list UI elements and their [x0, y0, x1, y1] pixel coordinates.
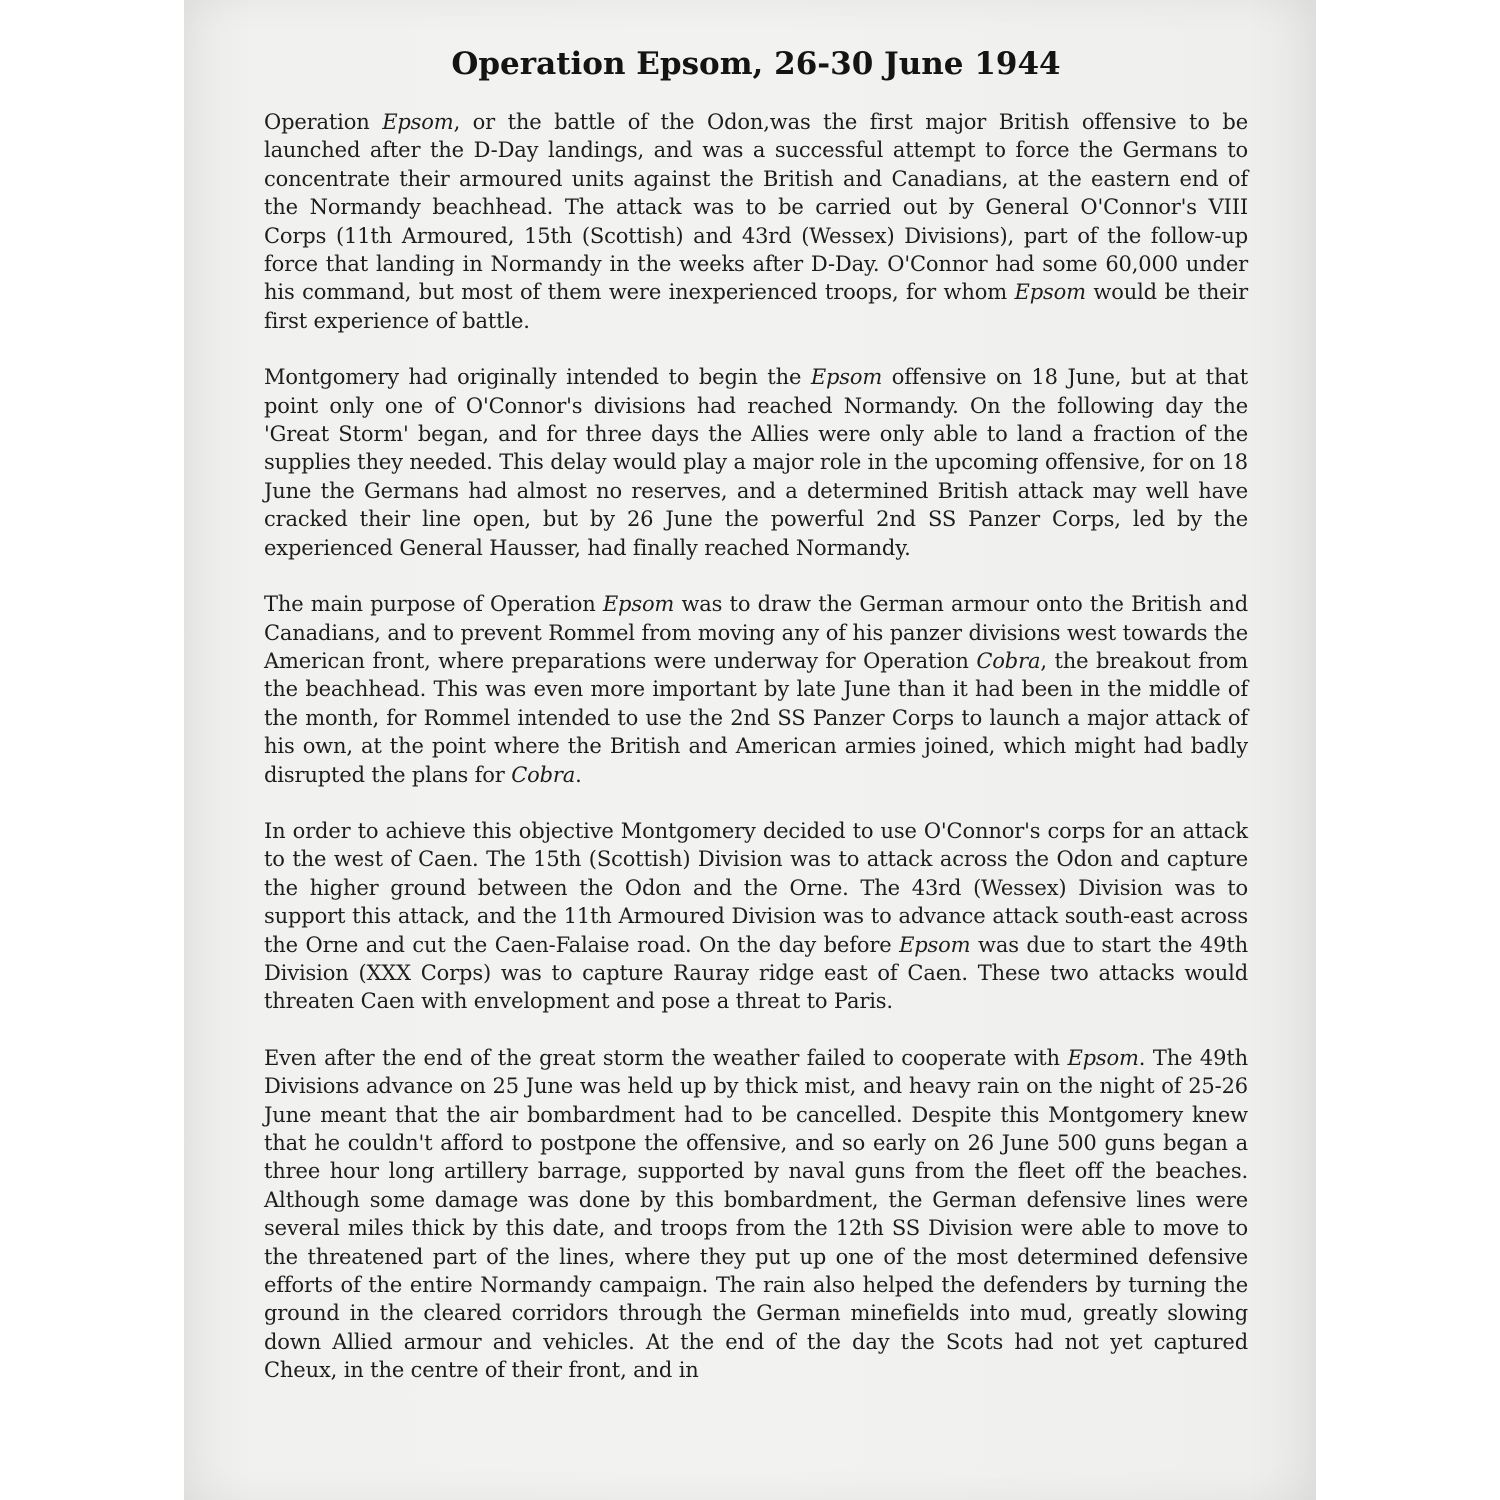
italic-run: Cobra — [976, 648, 1041, 673]
text-run: In order to achieve this objective Montgomery decided to use O'Connor's corps for an attack to the west of Caen. The 15th (Scottish) Division was to attack across the Odon and capture the higher ground between the Odon and the Orne. The 43rd (Wessex) Division was to support this attack, and the 11th Armoured Division was to advance attack south-east across the Orne and cut the Caen-Falaise road. On the day before — [264, 818, 1248, 957]
italic-run: Epsom — [382, 110, 454, 134]
paragraph-4 — [264, 817, 1248, 1016]
page-title: Operation Epsom, 26-30 June 1944 — [451, 46, 1061, 82]
text-run: Even after the end of the great storm the weather failed to cooperate with — [264, 1045, 1068, 1070]
paragraph-1 — [264, 108, 1248, 335]
text-run: was to draw the German armour onto the British and Canadians, and to prevent Rommel from moving any of his panzer divisions west towards the American front, where preparations were underway for Operation — [264, 592, 1248, 673]
printed-page — [184, 0, 1316, 1500]
text-run: The main purpose of Operation — [264, 592, 603, 617]
paragraph-2 — [264, 363, 1248, 562]
text-run: offensive on 18 June, but at that point only one of O'Connor's divisions had reached Normandy. On the following day the 'Great Storm' began, and for three days the Allies were only able to land a fraction of the supplies they needed. This delay would play a major role in the upcoming offensive, for on 18 June the Germans had almost no reserves, and a determined British attack may well have cracked their line open, but by 26 June the powerful 2nd SS Panzer Corps, led by the experienced General Hausser, had finally reached Normandy. — [264, 365, 1248, 560]
text-run: would be their first experience of battle. — [264, 280, 1248, 333]
text-run: , the breakout from the beachhead. This was even more important by late June than it had been in the middle of the month, for Rommel intended to use the 2nd SS Panzer Corps to launch a major attack of his own, at the point where the British and American armies joined, which might had badly disrupted the plans for — [264, 648, 1249, 787]
italic-run: Cobra — [511, 762, 576, 787]
text-run: . The 49th Divisions advance on 25 June was held up by thick mist, and heavy rain on the night of 25-26 June meant that the air bombardment had to be cancelled. Despite this Montgomery knew that he couldn't afford to postpone the offensive, and so early on 26 June 500 guns began a three hour long artillery barrage, supported by naval guns from the fleet off the beaches. Although some damage was done by this bombardment, the German defensive lines were several miles thick by this date, and troops from the 12th SS Division were able to move to the threatened part of the lines, where they put up one of the most determined defensive efforts of the entire Normandy campaign. The rain also helped the defenders by turning the ground in the cleared corridors through the German minefields into mud, greatly slowing down Allied armour and vehicles. At the end of the day the Scots had not yet captured Cheux, in the centre of their front, and in — [264, 1045, 1248, 1383]
text-run: Montgomery had originally intended to begin the — [264, 365, 811, 390]
paragraph-3 — [264, 590, 1248, 789]
text-run: was due to start the 49th Division (XXX Corps) was to capture Rauray ridge east of Caen. These two attacks would threaten Caen with envelopment and pose a threat to Paris. — [264, 932, 1248, 1014]
text-run: . — [575, 762, 582, 787]
text-run: , or the battle of the Odon,was the first major British offensive to be launched after the D-Day landings, and was a successful attempt to force the Germans to concentrate their armoured units against the British and Canadians, at the eastern end of the Normandy beachhead. The attack was to be carried out by General O'Connor's VIII Corps (11th Armoured, 15th (Scottish) and 43rd (Wessex) Divisions), part of the follow-up force that landing in Normandy in the weeks after D-Day. O'Connor had some 60,000 under his command, but most of them were inexperienced troops, for whom — [264, 110, 1248, 305]
italic-run: Epsom — [602, 592, 675, 617]
text-run: Operation — [264, 110, 383, 134]
italic-run: Epsom — [1014, 280, 1086, 305]
paragraph-5 — [264, 1044, 1248, 1385]
italic-run: Epsom — [899, 932, 971, 957]
italic-run: Epsom — [810, 365, 883, 390]
italic-run: Epsom — [1067, 1045, 1139, 1070]
page-content — [264, 44, 1248, 1413]
